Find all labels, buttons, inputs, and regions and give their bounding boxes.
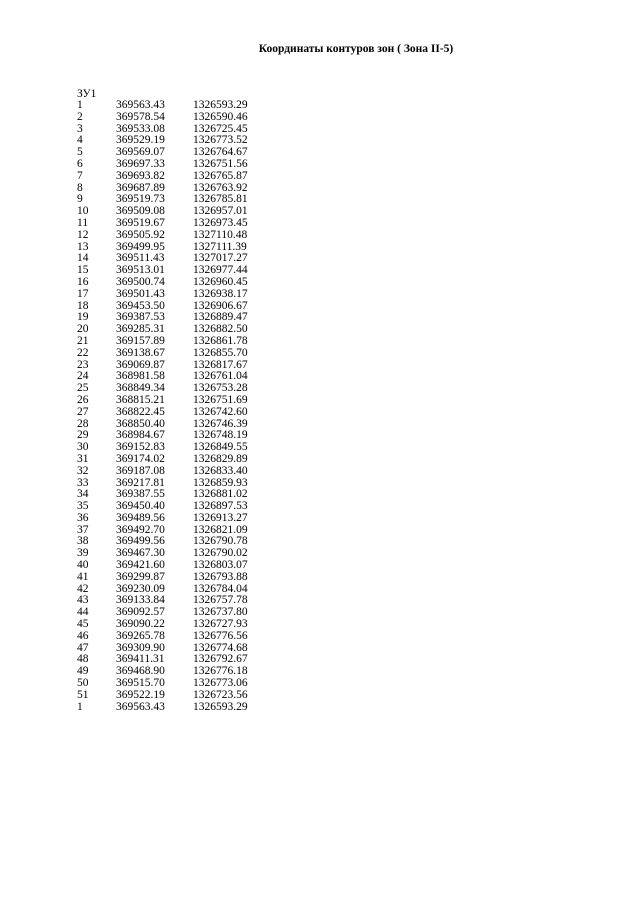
point-number: 28 (77, 417, 89, 430)
y-coordinate: 1326977.44 (193, 264, 248, 277)
point-number: 19 (77, 311, 89, 324)
y-coordinate: 1326861.78 (193, 334, 248, 347)
coordinates-table (77, 100, 273, 713)
point-number: 29 (77, 429, 89, 442)
x-coordinate: 369499.56 (116, 535, 165, 548)
x-coordinate: 369421.60 (116, 559, 165, 572)
y-coordinate: 1326855.70 (193, 346, 248, 359)
table-row (77, 454, 273, 466)
table-row (77, 112, 273, 124)
y-coordinate: 1326757.78 (193, 594, 248, 607)
point-number: 14 (77, 252, 89, 265)
point-number: 15 (77, 264, 89, 277)
y-coordinate: 1326973.45 (193, 216, 248, 229)
table-row (77, 336, 273, 348)
point-number: 17 (77, 287, 89, 300)
point-number: 27 (77, 405, 89, 418)
y-coordinate: 1326761.04 (193, 370, 248, 383)
table-row (77, 690, 273, 702)
y-coordinate: 1327111.39 (193, 240, 247, 253)
table-row (77, 218, 273, 230)
point-number: 11 (77, 216, 89, 229)
x-coordinate: 369309.90 (116, 641, 165, 654)
x-coordinate: 369492.70 (116, 523, 165, 536)
x-coordinate: 368984.67 (116, 429, 165, 442)
point-number: 35 (77, 500, 89, 513)
table-row (77, 289, 273, 301)
point-number: 36 (77, 511, 89, 524)
y-coordinate: 1326784.04 (193, 582, 248, 595)
x-coordinate: 369578.54 (116, 110, 165, 123)
table-row (77, 631, 273, 643)
point-number: 31 (77, 452, 89, 465)
y-coordinate: 1326790.78 (193, 535, 248, 548)
point-number: 16 (77, 275, 89, 288)
y-coordinate: 1326742.60 (193, 405, 248, 418)
point-number: 42 (77, 582, 89, 595)
x-coordinate: 369411.31 (116, 653, 165, 666)
table-row (77, 572, 273, 584)
x-coordinate: 369569.07 (116, 146, 165, 159)
x-coordinate: 369152.83 (116, 441, 165, 454)
y-coordinate: 1326765.87 (193, 169, 248, 182)
y-coordinate: 1326764.67 (193, 146, 248, 159)
y-coordinate: 1326957.01 (193, 205, 248, 218)
x-coordinate: 369693.82 (116, 169, 165, 182)
x-coordinate: 369522.19 (116, 688, 165, 701)
y-coordinate: 1326803.07 (193, 559, 248, 572)
point-number: 2 (77, 110, 83, 123)
x-coordinate: 369285.31 (116, 323, 165, 336)
table-row (77, 171, 273, 183)
x-coordinate: 369299.87 (116, 570, 165, 583)
point-number: 6 (77, 157, 83, 170)
x-coordinate: 369453.50 (116, 299, 165, 312)
x-coordinate: 369519.67 (116, 216, 165, 229)
table-row (77, 159, 273, 171)
x-coordinate: 369511.43 (116, 252, 165, 265)
table-row (77, 395, 273, 407)
point-number: 18 (77, 299, 89, 312)
point-number: 38 (77, 535, 89, 548)
x-coordinate: 369467.30 (116, 547, 165, 560)
point-number: 3 (77, 122, 83, 135)
point-number: 7 (77, 169, 83, 182)
x-coordinate: 369230.09 (116, 582, 165, 595)
table-row (77, 277, 273, 289)
y-coordinate: 1326763.92 (193, 181, 248, 194)
x-coordinate: 369499.95 (116, 240, 165, 253)
y-coordinate: 1326859.93 (193, 476, 248, 489)
point-number: 48 (77, 653, 89, 666)
y-coordinate: 1326737.80 (193, 606, 248, 619)
x-coordinate: 369509.08 (116, 205, 165, 218)
point-number: 37 (77, 523, 89, 536)
point-number: 30 (77, 441, 89, 454)
y-coordinate: 1326593.29 (193, 700, 248, 713)
point-number: 51 (77, 688, 89, 701)
y-coordinate: 1326776.56 (193, 629, 248, 642)
point-number: 40 (77, 559, 89, 572)
y-coordinate: 1326817.67 (193, 358, 248, 371)
x-coordinate: 369563.43 (116, 99, 165, 111)
point-number: 1 (77, 99, 83, 111)
point-number: 9 (77, 193, 83, 206)
y-coordinate: 1326746.39 (193, 417, 248, 430)
y-coordinate: 1326753.28 (193, 382, 248, 395)
point-number: 21 (77, 334, 89, 347)
x-coordinate: 369133.84 (116, 594, 165, 607)
x-coordinate: 369519.73 (116, 193, 165, 206)
y-coordinate: 1326792.67 (193, 653, 248, 666)
point-number: 5 (77, 146, 83, 159)
y-coordinate: 1326776.18 (193, 665, 248, 678)
x-coordinate: 369489.56 (116, 511, 165, 524)
y-coordinate: 1326833.40 (193, 464, 248, 477)
y-coordinate: 1326774.68 (193, 641, 248, 654)
x-coordinate: 369687.89 (116, 181, 165, 194)
x-coordinate: 369174.02 (116, 452, 165, 465)
x-coordinate: 369217.81 (116, 476, 165, 489)
y-coordinate: 1326785.81 (193, 193, 248, 206)
point-number: 45 (77, 618, 89, 631)
table-row (77, 466, 273, 478)
point-number: 43 (77, 594, 89, 607)
y-coordinate: 1327017.27 (193, 252, 248, 265)
point-number: 25 (77, 382, 89, 395)
point-number: 10 (77, 205, 89, 218)
y-coordinate: 1326960.45 (193, 275, 248, 288)
y-coordinate: 1326882.50 (193, 323, 248, 336)
point-number: 20 (77, 323, 89, 336)
point-number: 39 (77, 547, 89, 560)
y-coordinate: 1326725.45 (193, 122, 248, 135)
y-coordinate: 1326790.02 (193, 547, 248, 560)
point-number: 4 (77, 134, 83, 147)
point-number: 34 (77, 488, 89, 501)
x-coordinate: 369515.70 (116, 677, 165, 690)
y-coordinate: 1326881.02 (193, 488, 248, 501)
x-coordinate: 369697.33 (116, 157, 165, 170)
y-coordinate: 1326849.55 (193, 441, 248, 454)
x-coordinate: 369265.78 (116, 629, 165, 642)
x-coordinate: 369468.90 (116, 665, 165, 678)
y-coordinate: 1326938.17 (193, 287, 248, 300)
table-row (77, 348, 273, 360)
x-coordinate: 369387.53 (116, 311, 165, 324)
x-coordinate: 368849.34 (116, 382, 165, 395)
x-coordinate: 369092.57 (116, 606, 165, 619)
y-coordinate: 1326913.27 (193, 511, 248, 524)
x-coordinate: 369529.19 (116, 134, 165, 147)
point-number: 41 (77, 570, 89, 583)
point-number: 32 (77, 464, 89, 477)
point-number: 12 (77, 228, 89, 241)
y-coordinate: 1326821.09 (193, 523, 248, 536)
x-coordinate: 369387.55 (116, 488, 165, 501)
point-number: 47 (77, 641, 89, 654)
x-coordinate: 368822.45 (116, 405, 165, 418)
point-number: 26 (77, 393, 89, 406)
y-coordinate: 1326889.47 (193, 311, 248, 324)
point-number: 24 (77, 370, 89, 383)
y-coordinate: 1326751.56 (193, 157, 248, 170)
point-number: 49 (77, 665, 89, 678)
point-number: 46 (77, 629, 89, 642)
x-coordinate: 369090.22 (116, 618, 165, 631)
y-coordinate: 1326748.19 (193, 429, 248, 442)
y-coordinate: 1326751.69 (193, 393, 248, 406)
x-coordinate: 369069.87 (116, 358, 165, 371)
y-coordinate: 1326829.89 (193, 452, 248, 465)
x-coordinate: 369513.01 (116, 264, 165, 277)
point-number: 13 (77, 240, 89, 253)
x-coordinate: 369157.89 (116, 334, 165, 347)
x-coordinate: 368850.40 (116, 417, 165, 430)
point-number: 33 (77, 476, 89, 489)
y-coordinate: 1326897.53 (193, 500, 248, 513)
x-coordinate: 369450.40 (116, 500, 165, 513)
point-number: 50 (77, 677, 89, 690)
table-row (77, 513, 273, 525)
x-coordinate: 369563.43 (116, 700, 165, 713)
table-row (77, 407, 273, 419)
x-coordinate: 369501.43 (116, 287, 165, 300)
table-row (77, 230, 273, 242)
y-coordinate: 1326773.52 (193, 134, 248, 147)
y-coordinate: 1327110.48 (193, 228, 248, 241)
y-coordinate: 1326593.29 (193, 99, 248, 111)
x-coordinate: 369500.74 (116, 275, 165, 288)
y-coordinate: 1326793.88 (193, 570, 248, 583)
y-coordinate: 1326590.46 (193, 110, 248, 123)
point-number: 1 (77, 700, 83, 713)
x-coordinate: 368815.21 (116, 393, 165, 406)
section-label: ЗУ1 (77, 88, 97, 100)
x-coordinate: 369533.08 (116, 122, 165, 135)
point-number: 23 (77, 358, 89, 371)
y-coordinate: 1326727.93 (193, 618, 248, 631)
point-number: 22 (77, 346, 89, 359)
point-number: 44 (77, 606, 89, 619)
table-row (77, 702, 273, 714)
x-coordinate: 369505.92 (116, 228, 165, 241)
point-number: 8 (77, 181, 83, 194)
y-coordinate: 1326906.67 (193, 299, 248, 312)
x-coordinate: 368981.58 (116, 370, 165, 383)
y-coordinate: 1326773.06 (193, 677, 248, 690)
x-coordinate: 369187.08 (116, 464, 165, 477)
x-coordinate: 369138.67 (116, 346, 165, 359)
document-title: Координаты контуров зон ( Зона II-5) (258, 43, 454, 55)
y-coordinate: 1326723.56 (193, 688, 248, 701)
